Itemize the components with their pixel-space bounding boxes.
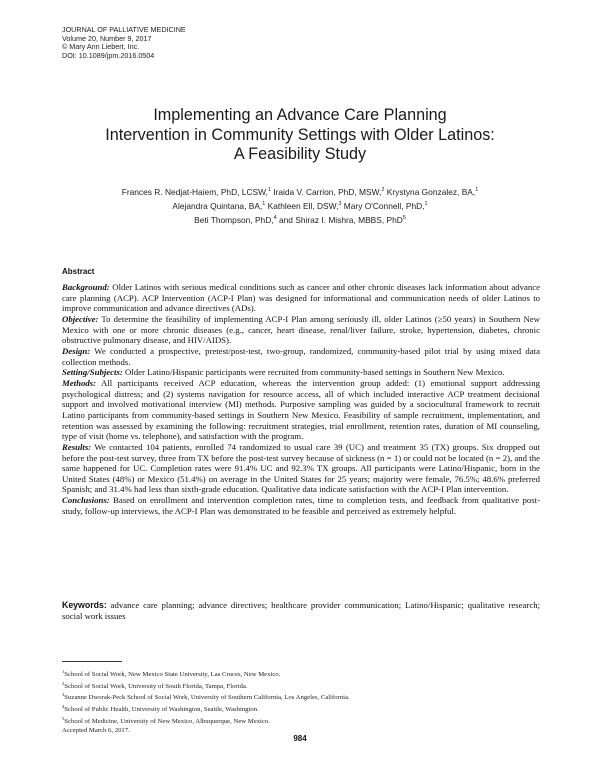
abstract-background: Background: Older Latinos with serious medical conditions such as cancer and other chronic diseases lack information about advance care planning (ACP). ACP Intervention (ACP-I Plan) was designed for informational and communication needs of older Latinos to improve communication and advance directives (ADs). [62,282,540,314]
author-affiliation: 3 [338,201,342,207]
affiliation-line: $^2$School of Social Work, University of South Florida, Tampa, Florida. [62,680,248,690]
author-name: Iraida V. Carrion, PhD, MSW, [273,187,382,197]
author-line [60,198,540,212]
affiliation-line: $^1$School of Social Work, New Mexico State University, Las Cruces, New Mexico. [62,669,281,678]
section-label: Results: [62,441,92,452]
author-affiliation: 2 [381,187,385,193]
section-label: Design: [62,345,91,356]
author-name: Mary O'Connell, PhD, [343,201,425,211]
author-name: and Shiraz I. Mishra, MBBS, PhD [278,215,403,225]
author-affiliation: 1 [262,201,266,207]
page-number: 984 [293,734,307,743]
title-line-1: Implementing an Advance Care Planning [153,106,447,124]
author-name: Krystyna Gonzalez, BA, [386,187,476,197]
author-list [60,184,540,226]
author-name: Kathleen Ell, DSW, [267,201,339,211]
author-name: Frances R. Nedjat-Haiem, PhD, LCSW, [121,187,268,197]
section-label: Background: [62,282,110,292]
author-line [60,212,540,226]
abstract-body [62,282,540,516]
journal-name: JOURNAL OF PALLIATIVE MEDICINE [62,25,186,34]
author-line [60,184,540,198]
section-label: Objective: [62,313,99,324]
section-label: Methods: [62,377,97,388]
abstract-heading: Abstract [62,267,95,276]
journal-volume: Volume 20, Number 9, 2017 [62,33,152,43]
author-affiliation: 1 [475,187,479,193]
keywords [62,600,540,622]
journal-doi: DOI: 10.1089/jpm.2016.0504 [62,50,155,60]
affiliation-line: $^5$School of Medicine, University of New Mexico, Albuquerque, New Mexico. [62,715,270,725]
keywords-text: advance care planning; advance directives; healthcare provider communication; Latino/Hispanic; qualitative research; social work issues [62,600,541,621]
journal-copyright: © Mary Ann Liebert, Inc. [62,42,140,52]
affiliation-line: $^3$Suzanne Dworak-Peck School of Social Work, University of Southern California, Los Angeles, California. [62,692,350,702]
author-affiliation: 5 [402,215,406,221]
accepted-date: Accepted March 6, 2017. [62,726,130,734]
title-line-3: A Feasibility Study [233,145,367,163]
abstract-methods: Methods: All participants received ACP education, whereas the intervention group added: (1) emotional support addressing psychological distress; and (2) systems navigation for resource access, all of which included interactive ACP treatment decisional support and involved motivational interview (MI) methods. Purposive sampling was guided by a sociocultural framework to recruit Latino participants from community-based settings in Southern New Mexico. Feasibility of sample recruitment, implementation, and retention was assessed by examining the following: recruitment strategies, trial enrollment, retention rates, duration of MI counseling, type of visit (home vs. telephone), and satisfaction with the program. [62,377,540,442]
abstract-results: Results: We contacted 104 patients, enrolled 74 randomized to usual care 39 (UC) and treatment 35 (TX) groups. Six dropped out before the post-test survey, three from TX before the post-test survey because of sickness (n = 1) or could not be located (n = 2), and the same happened for UC. Completion rates were 91.4% UC and 92.3% TX groups. All participants were Latino/Hispanic, born in the United States (48%) or Mexico (51.4%) on average in the United States for 25 years; majority were female, 76.5%; 48.6% preferred Spanish; and 31.4% had less than sixth-grade education. Qualitative data indicate satisfaction with the ACP-I Plan intervention. [62,441,541,495]
abstract-conclusions: Conclusions: Based on enrollment and intervention completion rates, time to completion tests, and feedback from qualitative post-study, follow-up interviews, the ACP-I Plan was demonstrated to be feasible and perceived as extremely helpful. [62,495,541,516]
author-name: Beti Thompson, PhD, [194,215,274,225]
section-label: Setting/Subjects: [62,367,123,378]
keywords-label: Keywords: [62,600,107,610]
abstract-objective: Objective: To determine the feasibility of implementing ACP-I Plan among seriously ill, older Latinos (≥50 years) in Southern New Mexico with one or more chronic diseases (e.g., cancer, heart disease, renal/liver failure, stroke, hypertension, diabetes, chronic obstructive pulmonary disease, and HIV/AIDS). [62,313,540,346]
footnote-divider [62,661,122,662]
journal-header [62,26,186,60]
affiliation-line: $^4$School of Public Health, University of Washington, Seattle, Washington. [62,704,259,714]
author-affiliation: 1 [267,187,271,193]
section-label: Conclusions: [62,495,110,506]
affiliations [62,668,350,735]
author-name: Alejandra Quintana, BA, [172,201,263,211]
abstract-design: Design: We conducted a prospective, pretest/post-test, two-group, randomized, community-based pilot trial by using mixed data collection methods. [62,345,540,367]
author-affiliation: 1 [424,201,428,207]
author-affiliation: 4 [273,215,277,221]
abstract-setting: Setting/Subjects: Older Latino/Hispanic participants were recruited from community-based settings in Southern New Mexico. [62,367,505,378]
title-line-2: Intervention in Community Settings with Older Latinos: [105,125,495,144]
article-title [60,106,540,165]
